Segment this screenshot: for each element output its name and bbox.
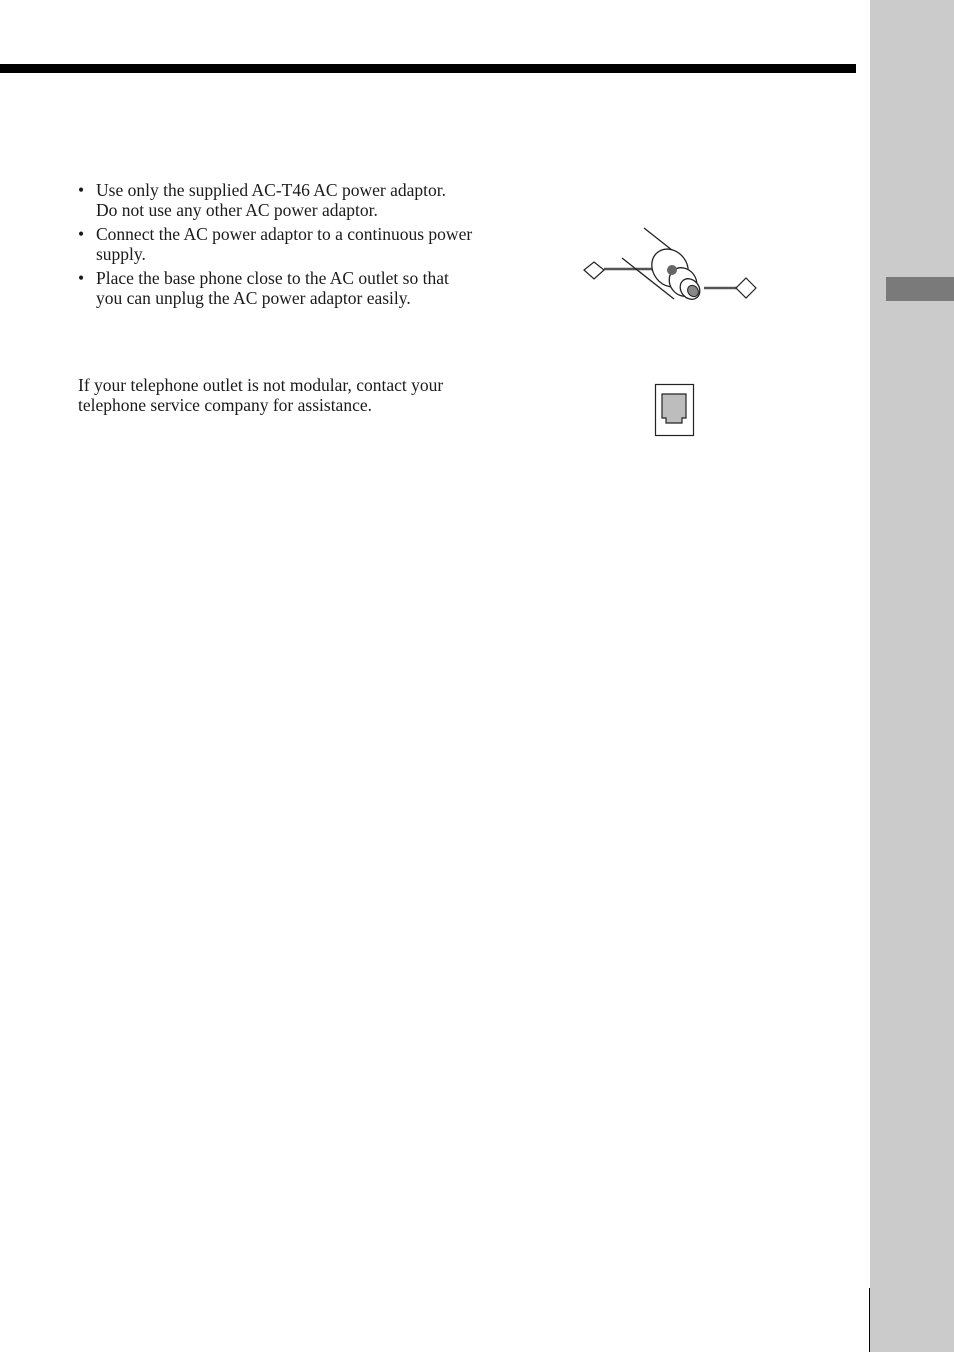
jack-socket (662, 394, 686, 423)
note-line: Connect the AC power adaptor to a continuous power (96, 224, 473, 244)
list-item (78, 224, 548, 264)
paragraph (78, 375, 518, 415)
note-line: Use only the supplied AC-T46 AC power adaptor. (96, 180, 446, 200)
note-line: Do not use any other AC power adaptor. (96, 200, 378, 220)
side-strip (870, 0, 954, 1352)
paragraph-line: If your telephone outlet is not modular, contact your (78, 375, 444, 395)
dc-plug-illustration (578, 222, 768, 322)
notes-list (78, 180, 548, 312)
diamond-marker-right (736, 278, 756, 298)
corner-line (869, 1288, 870, 1352)
diamond-marker-left (584, 262, 604, 279)
bullet: • (78, 268, 85, 288)
modular-jack-illustration (650, 380, 700, 440)
bullet: • (78, 224, 85, 244)
note-line: Place the base phone close to the AC outlet so that (96, 268, 449, 288)
paragraph-line: telephone service company for assistance. (78, 395, 372, 415)
bullet: • (78, 180, 85, 200)
section-tab (886, 277, 954, 301)
note-line: supply. (96, 244, 146, 264)
note-line: you can unplug the AC power adaptor easily. (96, 288, 411, 308)
list-item (78, 268, 548, 308)
connection-dot (667, 265, 677, 275)
top-rule (0, 64, 856, 73)
list-item (78, 180, 548, 220)
